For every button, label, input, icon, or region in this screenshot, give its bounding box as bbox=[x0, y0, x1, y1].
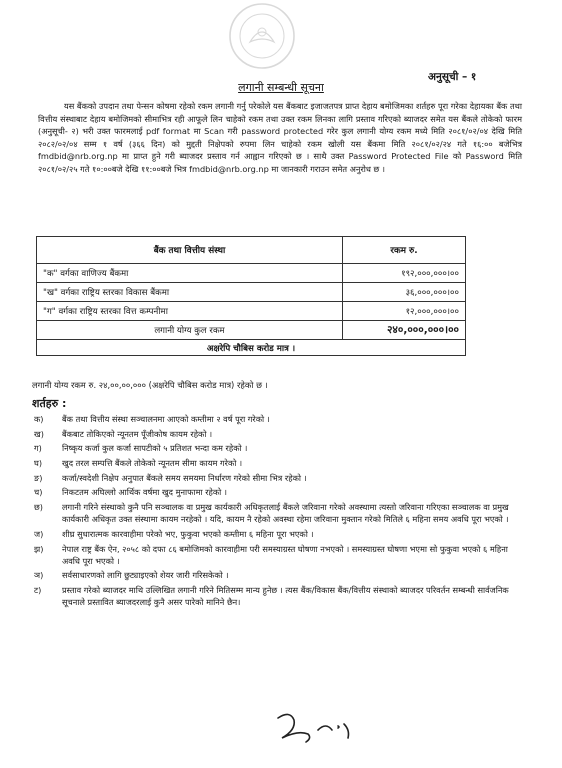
row-amount: ३६,०००,०००।०० bbox=[343, 283, 466, 302]
eligible-amount-note: लगानी योग्य रकम रु. २४,००,००,००० (अक्षरेपि चौबिस करोड मात्र) रहेको छ । bbox=[32, 380, 268, 390]
condition-label: ख) bbox=[34, 428, 44, 439]
total-in-words: अक्षरेपि चौबिस करोड मात्र । bbox=[37, 340, 466, 356]
condition-text: खुद तरल सम्पत्ति बैंकले तोकेको न्यूनतम सीमा कायम गरेको । bbox=[62, 458, 243, 469]
condition-text: शीघ्र सुधारात्मक कारवाहीमा परेको भए, फुकुवा भएको कम्तीमा ६ महिना पूरा भएको । bbox=[62, 528, 314, 539]
condition-text: प्रस्ताव गरेको ब्याजदर माथि उल्लिखित लगानी गरिने मितिसम्म मान्य हुनेछ । त्यस बैंक/विकास बैंक/वित्तीय संस्थाको ब्याजदर परिवर्तन सम्बन्धी सार्वजनिक सूचनाले प्रस्तावित ब्याजदरलाई कुनै असर पारेको मानिने छैन। bbox=[62, 585, 509, 608]
condition-text: लगानी गरिने संस्थाको कुनै पनि सञ्चालक वा प्रमुख कार्यकारी अधिकृतलाई बैंकले जरिवाना गरेको अवस्थामा त्यस्तो जरिवाना गरिएका सञ्चालक वा प्रमुख कार्यकारी अधिकृत उक्त संस्थामा कायम नरहेको । यदि, कायम नै रहेको अवस्था रहेमा जरिवाना मुक्तान गरेको मितिले ६ महिना समय अवधि पूरा भएको । bbox=[62, 502, 509, 525]
condition-label: घ) bbox=[34, 458, 43, 469]
header-institution: बैंक तथा वित्तीय संस्था bbox=[37, 237, 343, 264]
condition-label: ञ) bbox=[34, 570, 44, 581]
condition-label: ज) bbox=[34, 528, 44, 539]
intro-paragraph: यस बैंकको उपदान तथा पेन्सन कोषमा रहेको रकम लगानी गर्नु परेकोले यस बैंकबाट इजाजतपत्र प्राप्त देहाय बमोजिमका शर्तहरु पूरा गरेका देहायका बैंक तथा वित्तीय संस्थाबाट देहाय बमोजिमको सीमाभित्र रही आफूले लिन चाहेको रकम तथा उक्त रकम लिनका लागि प्रस्ताव गरिएको ब्याजदर समेत यस बैंकले तोकेको फारम (अनुसूची- २) भरी उक्त फारमलाई pdf format मा Scan गरी password protected गरेर कुल लगानी योग्य रकम मध्ये मिति २०८१/०२/०४ देखि मिति २०८२/०२/०४ सम्म १ वर्ष (३६६ दिन) को मुद्दती निक्षेपको रुपमा लिन चाहेको रकम खोली यस बैंकमा मिति २०८१/०२/२४ गते १६:०० बजेभित्र fmdbid@nrb.org.np मा प्राप्त हुने गरी ब्याजदर प्रस्ताव गर्न आह्वान गरिएको छ । साथै उक्त Password Protected File को Password मिति २०८१/०२/२५ गते १०:००बजे देखि ११:००बजे भित्र fmdbid@nrb.org.np मा जानकारी गराउन समेत अनुरोध छ । bbox=[38, 101, 522, 174]
list-item bbox=[34, 442, 518, 454]
annex-label: अनुसूची – १ bbox=[428, 71, 477, 83]
list-item bbox=[34, 428, 518, 440]
condition-label: छ) bbox=[34, 502, 43, 513]
condition-label: ङ) bbox=[34, 472, 43, 483]
row-amount: १९२,०००,०००।०० bbox=[343, 264, 466, 283]
condition-text: कर्जा/स्वदेशी निक्षेप अनुपात बैंकले समय समयमा निर्धारण गरेको सीमा भित्र रहेको । bbox=[62, 472, 307, 483]
conditions-heading: शर्तहरु : bbox=[32, 397, 67, 410]
institution-amount-table bbox=[36, 236, 466, 356]
header-amount: रकम रु. bbox=[343, 237, 466, 264]
condition-text: बैंकबाट तोकिएको न्यूनतम पूँजीकोष कायम रहेको । bbox=[62, 428, 213, 439]
row-institution: "ख" वर्गका राष्ट्रिय स्तरका विकास बैंकमा bbox=[37, 283, 343, 302]
list-item bbox=[34, 584, 518, 608]
list-item bbox=[34, 457, 518, 469]
list-item bbox=[34, 472, 518, 484]
condition-text: नेपाल राष्ट्र बैंक ऐन, २०५८ को दफा ८६ बमोजिमको कारवाहीमा परी समस्याग्रस्त घोषणा नभएको । समस्याग्रस्त घोषणा भएमा सो फुकुवा भएको ६ महिना अवधि पूरा भएको । bbox=[62, 543, 508, 566]
table-words-row bbox=[37, 340, 466, 356]
table-header-row bbox=[37, 237, 466, 264]
list-item bbox=[34, 543, 518, 567]
list-item bbox=[34, 413, 518, 425]
conditions-list bbox=[34, 413, 518, 611]
condition-text: सर्वसाधारणको लागि छुट्याइएको शेयर जारी गरिसकेको । bbox=[62, 570, 229, 581]
condition-text: निष्कृय कर्जा कुल कर्जा सापटीको ५ प्रतिशत भन्दा कम रहेको । bbox=[62, 443, 248, 454]
total-label: लगानी योग्य कुल रकम bbox=[37, 321, 343, 340]
list-item bbox=[34, 486, 518, 498]
table-total-row bbox=[37, 321, 466, 340]
condition-label: क) bbox=[34, 414, 44, 424]
list-item bbox=[34, 569, 518, 581]
row-institution: "ग" वर्गका राष्ट्रिय स्तरका वित्त कम्पनीमा bbox=[37, 302, 343, 321]
condition-text: बैंक तथा वित्तीय संस्था सञ्चालनमा आएको कम्तीमा २ वर्ष पूरा गरेको । bbox=[62, 414, 270, 424]
condition-text: निकटतम अघिल्लो आर्थिक वर्षमा खुद मुनाफामा रहेको । bbox=[62, 487, 228, 498]
page-title: लगानी सम्बन्धी सूचना bbox=[238, 81, 324, 94]
nepal-rastra-bank-seal-watermark bbox=[228, 2, 296, 70]
table-row bbox=[37, 302, 466, 321]
row-amount: १२,०००,०००।०० bbox=[343, 302, 466, 321]
total-amount: २४०,०००,०००।०० bbox=[343, 321, 466, 340]
table-row bbox=[37, 264, 466, 283]
condition-label: ग) bbox=[34, 443, 42, 454]
handwritten-signature bbox=[268, 708, 358, 748]
table-row bbox=[37, 283, 466, 302]
list-item bbox=[34, 501, 518, 525]
condition-label: च) bbox=[34, 487, 43, 498]
row-institution: "क" वर्गका वाणिज्य बैंकमा bbox=[37, 264, 343, 283]
condition-label: झ) bbox=[34, 543, 44, 554]
list-item bbox=[34, 528, 518, 540]
condition-label: ट) bbox=[34, 585, 42, 596]
